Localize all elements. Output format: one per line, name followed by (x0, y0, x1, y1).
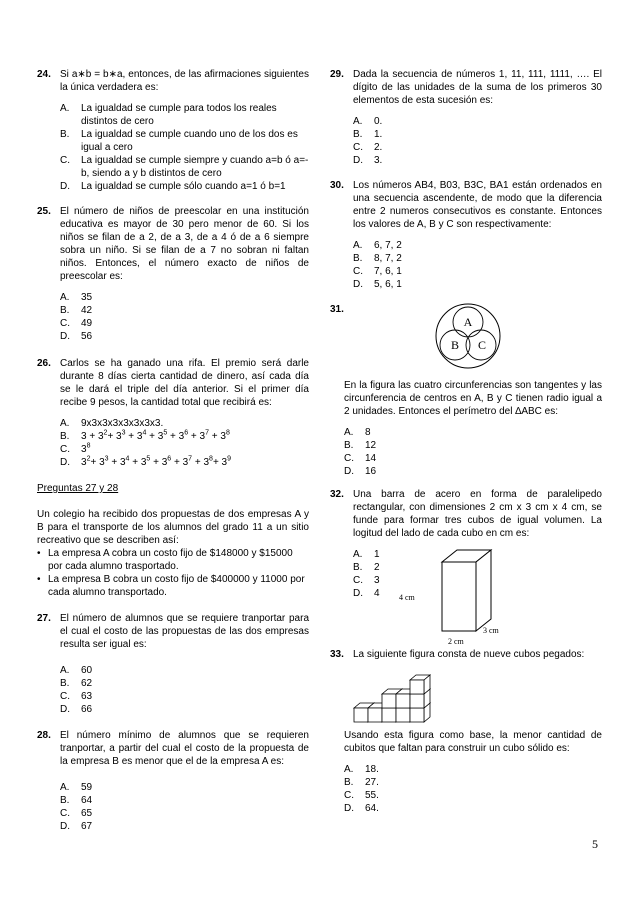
option-c: C. 65 (60, 808, 93, 819)
label-depth: 3 cm (483, 626, 499, 635)
option-b: B. 2 (353, 562, 380, 573)
question-stem: La siguiente figura consta de nueve cubos pegados: (353, 649, 585, 660)
label-a: A (463, 315, 473, 329)
option-a: A. 1 (353, 549, 380, 560)
question-number: 33. (330, 649, 344, 660)
question-stem: Los números AB4, B03, B3C, BA1 están ordenados en una secuencia ascendente, de modo que la diferencia entre 2 numeros consecutivos es constante. Entonces los valores de A, B y C son respectivamente: (353, 180, 602, 230)
option-d: D. 5, 6, 1 (353, 279, 402, 290)
options (330, 763, 602, 815)
option-d: D. 56 (60, 331, 93, 342)
question-32 (330, 488, 602, 644)
options (60, 664, 309, 716)
option-a: A. 60 (60, 665, 93, 676)
option-c: C. 63 (60, 691, 93, 702)
options (60, 417, 309, 469)
label-b: B (450, 338, 460, 352)
question-stem: Dada la secuencia de números 1, 11, 111, 1111, …. El dígito de las unidades de la suma de los primeros 30 elementos de esta sucesión es: (353, 69, 602, 106)
section-header: Preguntas 27 y 28 (37, 483, 119, 494)
question-number: 24. (37, 69, 51, 80)
right-column (330, 68, 602, 815)
question-24 (37, 68, 309, 193)
page-number: 5 (592, 837, 598, 851)
option-c: C. 49 (60, 318, 93, 329)
question-number: 31. (330, 304, 344, 315)
bullet-item: • La empresa B cobra un costo fijo de $400000 y 11000 por cada alumno transportado. (37, 573, 309, 599)
option-c: C. 2. (353, 142, 383, 153)
option-b: B. La igualdad se cumple cuando uno de los dos es igual a cero (60, 129, 298, 153)
option-b: B. 62 (60, 678, 93, 689)
option-a: A. La igualdad se cumple para todos los reales distintos de cero (60, 103, 277, 127)
option-d: D. 64. (344, 803, 379, 814)
prism-side-face (476, 550, 491, 631)
option-d: D. La igualdad se cumple sólo cuando a=1 ó b=1 (60, 181, 286, 192)
question-30 (330, 179, 602, 291)
options-with-figure (353, 548, 602, 644)
question-stem: Una barra de acero en forma de paralelipedo rectangular, con dimensiones 2 cm x 3 cm x 4 cm, se funde para formar tres cubos de igual volumen. La logitud del lado de cada cubo en cm es: (353, 489, 602, 539)
question-number: 30. (330, 180, 344, 191)
option-a: A. 9x3x3x3x3x3x3x3. (60, 418, 164, 429)
options (60, 291, 309, 343)
question-27 (37, 612, 309, 716)
options (60, 781, 309, 833)
prism-front-face (442, 562, 476, 631)
cube-front-face (354, 708, 368, 722)
option-c: C. 55. (344, 790, 379, 801)
option-b: B. 1. (353, 129, 383, 140)
option-c: C. La igualdad se cumple siempre y cuando a=b ó a=-b, siendo a y b distintos de cero (60, 155, 309, 179)
option-b: B. 12 (344, 440, 377, 451)
question-number: 26. (37, 358, 51, 369)
option-b: B. 42 (60, 305, 93, 316)
question-stem: Si a∗b = b∗a, entonces, de las afirmaciones siguientes la única verdadera es: (60, 69, 309, 93)
option-a: A. 59 (60, 782, 93, 793)
outer-circle (436, 304, 500, 368)
question-stem: El número mínimo de alumnos que se requieren tranportar, a partir del cual el costo de la propuesta de la empresa B es menor que el de la empresa A es: (60, 730, 309, 767)
option-d: D. 3. (353, 155, 383, 166)
question-number: 29. (330, 69, 344, 80)
label-height: 4 cm (399, 593, 415, 602)
question-number: 28. (37, 730, 51, 741)
cube-front-face (410, 694, 424, 708)
option-d: D. 66 (60, 704, 93, 715)
question-stem: El número de alumnos que se requiere tranportar para el cual el costo de las propuestas de las dos empresas resulta ser igual es: (60, 613, 309, 650)
option-b: B. 8, 7, 2 (353, 253, 402, 264)
cube-front-face (382, 708, 396, 722)
prism-figure (397, 548, 517, 646)
circles-figure (353, 303, 602, 373)
option-c: C. $3^8$ (60, 442, 91, 455)
option-d: D. 4 (353, 588, 380, 599)
cube-front-face (396, 694, 410, 708)
left-column (37, 68, 309, 833)
options (353, 115, 602, 167)
options (353, 239, 602, 291)
bullet-item: • La empresa A cobra un costo fijo de $148000 y $15000 por cada alumno trasportado. (37, 547, 309, 573)
option-b: B. 64 (60, 795, 93, 806)
question-number: 25. (37, 206, 51, 217)
option-a: A. 6, 7, 2 (353, 240, 402, 251)
option-d: D. 67 (60, 821, 93, 832)
option-a: A. 0. (353, 116, 383, 127)
option-c: C. 3 (353, 575, 380, 586)
intro-text: Un colegio ha recibido dos propuestas de dos empresas A y B para el transporte de los alumnos del grado 11 a un sitio recreativo que se describen así: (37, 509, 309, 546)
question-stem: Carlos se ha ganado una rifa. El premio será darle durante 8 días cierta cantidad de dinero, así cada día se le dará el triple del día anterior. Si el primer día recibe 9 pesos, la cantidad total que recibirá es: (60, 358, 309, 408)
question-number: 27. (37, 613, 51, 624)
option-b: B. $3 + 3^2+ 3^3 + 3^4 + 3^5 + 3^6 + 3^7 + 3^8$ (60, 429, 230, 442)
cube-front-face (368, 708, 382, 722)
question-stem-2: Usando esta figura como base, la menor cantidad de cubitos que faltan para construir un cubo sólido es: (344, 730, 602, 754)
question-29 (330, 68, 602, 167)
question-28 (37, 729, 309, 833)
question-26 (37, 357, 309, 469)
cube-front-face (382, 694, 396, 708)
cubes-figure (348, 664, 468, 726)
question-33 (330, 648, 602, 661)
question-25 (37, 205, 309, 343)
option-a: A. 8 (344, 427, 371, 438)
label-c: C (477, 338, 487, 352)
option-c: C. 14 (344, 453, 377, 464)
option-b: B. 27. (344, 777, 379, 788)
question-stem: En la figura las cuatro circunferencias son tangentes y las circunferencia de centros en A, B y C tienen radio igual a 2 unidades. Entonces el perímetro del ∆ABC es: (344, 380, 602, 417)
option-a: A. 18. (344, 764, 379, 775)
question-31 (330, 303, 602, 373)
options (330, 426, 602, 478)
question-stem: El número de niños de preescolar en una institución educativa es mayor de 30 pero menor de 60. Si los niños se filan de a 2, de a 3, de a 4 ó de a 6 siempre sobra un niño. Si se filan de a 7 no sobran ni faltan niños. Entonces, el número exacto de niños de preescolar es: (60, 206, 309, 282)
options (60, 102, 309, 193)
cube-front-face (410, 680, 424, 694)
option-a: A. 35 (60, 292, 93, 303)
option-d: D. 16 (344, 466, 377, 477)
label-width: 2 cm (448, 637, 464, 646)
option-d: D. $3^2+ 3^3 + 3^4 + 3^5 + 3^6 + 3^7 + 3^8+ 3^9$ (60, 455, 232, 468)
option-c: C. 7, 6, 1 (353, 266, 402, 277)
cube-front-face (410, 708, 424, 722)
question-number: 32. (330, 489, 344, 500)
cube-front-face (396, 708, 410, 722)
